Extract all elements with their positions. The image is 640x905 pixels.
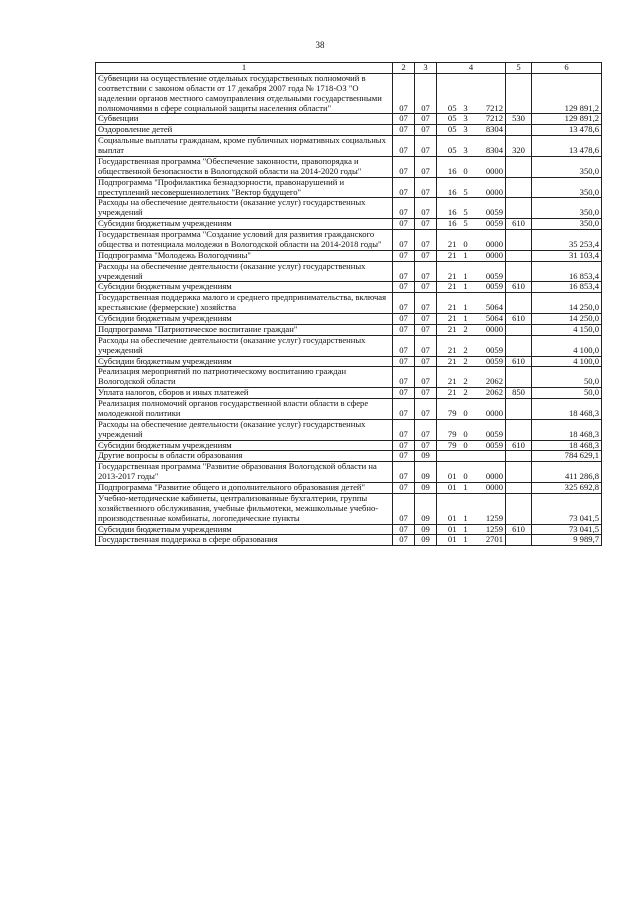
row-target-program: 79 bbox=[437, 399, 459, 420]
row-expense-type bbox=[506, 125, 532, 136]
row-name: Субсидии бюджетным учреждениям bbox=[96, 282, 393, 293]
row-section: 07 bbox=[393, 73, 415, 114]
row-subsection: 07 bbox=[415, 335, 437, 356]
row-target-subprogram: 3 bbox=[459, 136, 473, 157]
row-name: Социальные выплаты гражданам, кроме публичных нормативных социальных выплат bbox=[96, 136, 393, 157]
row-expense-type bbox=[506, 198, 532, 219]
table-row bbox=[96, 293, 602, 314]
row-subsection: 07 bbox=[415, 261, 437, 282]
row-expense-type bbox=[506, 324, 532, 335]
row-name: Подпрограмма "Патриотическое воспитание граждан" bbox=[96, 324, 393, 335]
row-target-subprogram: 1 bbox=[459, 261, 473, 282]
row-target-subprogram: 0 bbox=[459, 230, 473, 251]
row-name: Подпрограмма "Профилактика безнадзорности, правонарушений и преступлений несовершеннолетних "Вектор будущего" bbox=[96, 177, 393, 198]
row-target-direction: 5064 bbox=[473, 314, 506, 325]
table-row bbox=[96, 367, 602, 388]
table-row bbox=[96, 524, 602, 535]
row-target-direction: 8304 bbox=[473, 125, 506, 136]
row-section: 07 bbox=[393, 367, 415, 388]
row-target-program: 21 bbox=[437, 367, 459, 388]
row-subsection: 09 bbox=[415, 493, 437, 524]
row-name: Реализация полномочий органов государственной власти области в сфере молодежной политики bbox=[96, 399, 393, 420]
row-target-program: 79 bbox=[437, 419, 459, 440]
row-name: Субсидии бюджетным учреждениям bbox=[96, 314, 393, 325]
row-amount: 325 692,8 bbox=[532, 483, 602, 494]
row-target-subprogram: 5 bbox=[459, 219, 473, 230]
page-number: 38 bbox=[315, 40, 325, 50]
row-section: 07 bbox=[393, 293, 415, 314]
row-subsection: 07 bbox=[415, 114, 437, 125]
row-name: Государственная поддержка малого и среднего предпринимательства, включая крестьянские (фермерские) хозяйства bbox=[96, 293, 393, 314]
row-target-subprogram: 2 bbox=[459, 324, 473, 335]
row-expense-type bbox=[506, 483, 532, 494]
table-row bbox=[96, 493, 602, 524]
row-amount: 9 989,7 bbox=[532, 535, 602, 546]
row-expense-type bbox=[506, 230, 532, 251]
table-row bbox=[96, 535, 602, 546]
row-target-program: 01 bbox=[437, 493, 459, 524]
row-section: 07 bbox=[393, 535, 415, 546]
row-target-program: 21 bbox=[437, 356, 459, 367]
row-target-program: 21 bbox=[437, 261, 459, 282]
row-target-subprogram: 3 bbox=[459, 114, 473, 125]
row-section: 07 bbox=[393, 356, 415, 367]
row-subsection: 07 bbox=[415, 156, 437, 177]
table-row bbox=[96, 335, 602, 356]
row-target-direction: 0000 bbox=[473, 462, 506, 483]
row-target-program: 01 bbox=[437, 462, 459, 483]
row-target-direction: 0059 bbox=[473, 356, 506, 367]
row-target-program: 05 bbox=[437, 73, 459, 114]
row-subsection: 07 bbox=[415, 230, 437, 251]
row-name: Субсидии бюджетным учреждениям bbox=[96, 440, 393, 451]
row-expense-type: 320 bbox=[506, 136, 532, 157]
row-name: Субсидии бюджетным учреждениям bbox=[96, 219, 393, 230]
row-name: Учебно-методические кабинеты, централизованные бухгалтерии, группы хозяйственного обслуживания, учебные фильмотеки, межшкольные учебно-производственные комбинаты, логопедические пункты bbox=[96, 493, 393, 524]
row-target-subprogram bbox=[459, 451, 473, 462]
row-target-subprogram: 1 bbox=[459, 483, 473, 494]
row-expense-type: 530 bbox=[506, 114, 532, 125]
row-target-program: 79 bbox=[437, 440, 459, 451]
row-target-subprogram: 3 bbox=[459, 73, 473, 114]
table-row bbox=[96, 250, 602, 261]
row-section: 07 bbox=[393, 219, 415, 230]
row-section: 07 bbox=[393, 125, 415, 136]
table-row bbox=[96, 177, 602, 198]
row-target-direction: 7212 bbox=[473, 114, 506, 125]
row-name: Государственная программа "Развитие образования Вологодской области на 2013-2017 годы" bbox=[96, 462, 393, 483]
row-amount: 14 250,0 bbox=[532, 314, 602, 325]
row-name: Другие вопросы в области образования bbox=[96, 451, 393, 462]
row-target-subprogram: 0 bbox=[459, 419, 473, 440]
row-name: Государственная поддержка в сфере образования bbox=[96, 535, 393, 546]
row-amount: 350,0 bbox=[532, 198, 602, 219]
row-amount: 16 853,4 bbox=[532, 261, 602, 282]
row-amount: 18 468,3 bbox=[532, 440, 602, 451]
row-amount: 411 286,8 bbox=[532, 462, 602, 483]
row-section: 07 bbox=[393, 136, 415, 157]
row-name: Подпрограмма "Развитие общего и дополнительного образования детей" bbox=[96, 483, 393, 494]
row-target-program: 21 bbox=[437, 314, 459, 325]
row-amount: 129 891,2 bbox=[532, 73, 602, 114]
row-subsection: 07 bbox=[415, 388, 437, 399]
table-row bbox=[96, 314, 602, 325]
row-section: 07 bbox=[393, 314, 415, 325]
row-subsection: 07 bbox=[415, 356, 437, 367]
row-expense-type bbox=[506, 261, 532, 282]
row-name: Уплата налогов, сборов и иных платежей bbox=[96, 388, 393, 399]
row-target-program: 05 bbox=[437, 114, 459, 125]
row-amount: 50,0 bbox=[532, 367, 602, 388]
row-section: 07 bbox=[393, 493, 415, 524]
row-expense-type: 850 bbox=[506, 388, 532, 399]
row-subsection: 07 bbox=[415, 282, 437, 293]
row-target-direction: 5064 bbox=[473, 293, 506, 314]
table-row bbox=[96, 462, 602, 483]
row-expense-type bbox=[506, 493, 532, 524]
row-amount: 350,0 bbox=[532, 219, 602, 230]
row-target-direction: 1259 bbox=[473, 493, 506, 524]
row-target-program: 21 bbox=[437, 324, 459, 335]
row-subsection: 07 bbox=[415, 419, 437, 440]
row-target-direction: 0000 bbox=[473, 230, 506, 251]
row-target-program: 21 bbox=[437, 335, 459, 356]
row-target-subprogram: 1 bbox=[459, 524, 473, 535]
row-subsection: 07 bbox=[415, 125, 437, 136]
row-target-subprogram: 1 bbox=[459, 493, 473, 524]
table-row bbox=[96, 324, 602, 335]
row-subsection: 07 bbox=[415, 399, 437, 420]
row-section: 07 bbox=[393, 451, 415, 462]
row-target-subprogram: 2 bbox=[459, 335, 473, 356]
row-target-direction: 0059 bbox=[473, 419, 506, 440]
row-target-subprogram: 3 bbox=[459, 125, 473, 136]
row-expense-type bbox=[506, 399, 532, 420]
row-amount: 4 150,0 bbox=[532, 324, 602, 335]
row-subsection: 07 bbox=[415, 177, 437, 198]
row-subsection: 07 bbox=[415, 367, 437, 388]
row-target-program: 21 bbox=[437, 293, 459, 314]
row-target-program: 01 bbox=[437, 524, 459, 535]
header-col-4: 4 bbox=[437, 63, 506, 74]
table-row bbox=[96, 419, 602, 440]
row-section: 07 bbox=[393, 198, 415, 219]
row-expense-type bbox=[506, 156, 532, 177]
row-target-program bbox=[437, 451, 459, 462]
row-section: 07 bbox=[393, 156, 415, 177]
row-amount: 350,0 bbox=[532, 177, 602, 198]
row-name: Подпрограмма "Молодежь Вологодчины" bbox=[96, 250, 393, 261]
table-row bbox=[96, 219, 602, 230]
row-section: 07 bbox=[393, 114, 415, 125]
table-body bbox=[96, 73, 602, 545]
row-subsection: 07 bbox=[415, 440, 437, 451]
table-row bbox=[96, 156, 602, 177]
row-section: 07 bbox=[393, 324, 415, 335]
row-name: Реализация мероприятий по патриотическому воспитанию граждан Вологодской области bbox=[96, 367, 393, 388]
row-subsection: 07 bbox=[415, 324, 437, 335]
row-subsection: 09 bbox=[415, 535, 437, 546]
row-target-direction: 0059 bbox=[473, 440, 506, 451]
row-section: 07 bbox=[393, 419, 415, 440]
row-target-direction: 0059 bbox=[473, 198, 506, 219]
row-amount: 50,0 bbox=[532, 388, 602, 399]
row-target-direction: 0059 bbox=[473, 261, 506, 282]
header-col-6: 6 bbox=[532, 63, 602, 74]
header-col-1: 1 bbox=[96, 63, 393, 74]
row-target-subprogram: 0 bbox=[459, 156, 473, 177]
row-target-subprogram: 2 bbox=[459, 356, 473, 367]
row-target-subprogram: 0 bbox=[459, 440, 473, 451]
row-target-direction bbox=[473, 451, 506, 462]
row-section: 07 bbox=[393, 483, 415, 494]
table-row bbox=[96, 356, 602, 367]
row-amount: 35 253,4 bbox=[532, 230, 602, 251]
row-section: 07 bbox=[393, 230, 415, 251]
budget-table bbox=[95, 62, 602, 546]
table-row bbox=[96, 198, 602, 219]
row-name: Субсидии бюджетным учреждениям bbox=[96, 524, 393, 535]
row-amount: 784 629,1 bbox=[532, 451, 602, 462]
row-amount: 4 100,0 bbox=[532, 356, 602, 367]
row-target-direction: 0000 bbox=[473, 156, 506, 177]
row-target-program: 21 bbox=[437, 282, 459, 293]
row-subsection: 07 bbox=[415, 136, 437, 157]
row-expense-type bbox=[506, 335, 532, 356]
row-amount: 73 041,5 bbox=[532, 524, 602, 535]
row-name: Расходы на обеспечение деятельности (оказание услуг) государственных учреждений bbox=[96, 335, 393, 356]
row-section: 07 bbox=[393, 177, 415, 198]
row-expense-type bbox=[506, 419, 532, 440]
row-name: Субвенции на осуществление отдельных государственных полномочий в соответствии с законом области от 17 декабря 2007 года № 1718-ОЗ "О наделении органов местного самоуправления отдельными государственными полномочиями в сфере социальной защиты населения области" bbox=[96, 73, 393, 114]
row-name: Расходы на обеспечение деятельности (оказание услуг) государственных учреждений bbox=[96, 419, 393, 440]
row-expense-type bbox=[506, 535, 532, 546]
row-section: 07 bbox=[393, 282, 415, 293]
row-target-subprogram: 1 bbox=[459, 250, 473, 261]
row-target-subprogram: 1 bbox=[459, 293, 473, 314]
row-subsection: 07 bbox=[415, 198, 437, 219]
row-section: 07 bbox=[393, 250, 415, 261]
row-section: 07 bbox=[393, 440, 415, 451]
row-expense-type bbox=[506, 293, 532, 314]
row-subsection: 07 bbox=[415, 293, 437, 314]
table-header-row bbox=[96, 63, 602, 74]
row-name: Государственная программа "Обеспечение законности, правопорядка и общественной безопасности в Вологодской области на 2014-2020 годы" bbox=[96, 156, 393, 177]
row-target-program: 16 bbox=[437, 219, 459, 230]
row-name: Субвенции bbox=[96, 114, 393, 125]
row-expense-type bbox=[506, 451, 532, 462]
table-row bbox=[96, 399, 602, 420]
row-target-program: 21 bbox=[437, 250, 459, 261]
row-subsection: 09 bbox=[415, 462, 437, 483]
table-row bbox=[96, 388, 602, 399]
header-col-3: 3 bbox=[415, 63, 437, 74]
row-target-program: 01 bbox=[437, 483, 459, 494]
row-expense-type bbox=[506, 177, 532, 198]
row-section: 07 bbox=[393, 524, 415, 535]
row-target-program: 05 bbox=[437, 136, 459, 157]
row-subsection: 07 bbox=[415, 219, 437, 230]
header-col-2: 2 bbox=[393, 63, 415, 74]
table-row bbox=[96, 440, 602, 451]
row-amount: 350,0 bbox=[532, 156, 602, 177]
row-target-program: 01 bbox=[437, 535, 459, 546]
table-row bbox=[96, 261, 602, 282]
row-target-subprogram: 1 bbox=[459, 282, 473, 293]
row-name: Расходы на обеспечение деятельности (оказание услуг) государственных учреждений bbox=[96, 261, 393, 282]
header-col-5: 5 bbox=[506, 63, 532, 74]
row-target-subprogram: 1 bbox=[459, 314, 473, 325]
row-section: 07 bbox=[393, 335, 415, 356]
row-name: Расходы на обеспечение деятельности (оказание услуг) государственных учреждений bbox=[96, 198, 393, 219]
row-target-direction: 8304 bbox=[473, 136, 506, 157]
row-target-subprogram: 1 bbox=[459, 535, 473, 546]
row-amount: 18 468,3 bbox=[532, 399, 602, 420]
row-target-direction: 0000 bbox=[473, 177, 506, 198]
row-target-direction: 1259 bbox=[473, 524, 506, 535]
table-row bbox=[96, 451, 602, 462]
row-amount: 73 041,5 bbox=[532, 493, 602, 524]
row-target-direction: 0059 bbox=[473, 219, 506, 230]
table-row bbox=[96, 483, 602, 494]
row-target-program: 21 bbox=[437, 230, 459, 251]
row-subsection: 09 bbox=[415, 451, 437, 462]
row-target-direction: 7212 bbox=[473, 73, 506, 114]
row-name: Оздоровление детей bbox=[96, 125, 393, 136]
row-target-direction: 2062 bbox=[473, 367, 506, 388]
table-row bbox=[96, 73, 602, 114]
row-target-direction: 0000 bbox=[473, 324, 506, 335]
row-amount: 4 100,0 bbox=[532, 335, 602, 356]
row-target-program: 16 bbox=[437, 177, 459, 198]
row-amount: 16 853,4 bbox=[532, 282, 602, 293]
table-row bbox=[96, 282, 602, 293]
row-target-subprogram: 2 bbox=[459, 388, 473, 399]
row-target-program: 05 bbox=[437, 125, 459, 136]
row-target-direction: 0000 bbox=[473, 399, 506, 420]
table-row bbox=[96, 136, 602, 157]
row-expense-type bbox=[506, 250, 532, 261]
row-target-direction: 2062 bbox=[473, 388, 506, 399]
row-expense-type: 610 bbox=[506, 282, 532, 293]
row-amount: 13 478,6 bbox=[532, 136, 602, 157]
row-target-subprogram: 0 bbox=[459, 399, 473, 420]
row-target-direction: 0059 bbox=[473, 335, 506, 356]
row-target-direction: 2701 bbox=[473, 535, 506, 546]
row-amount: 31 103,4 bbox=[532, 250, 602, 261]
row-subsection: 09 bbox=[415, 483, 437, 494]
row-expense-type bbox=[506, 73, 532, 114]
row-section: 07 bbox=[393, 399, 415, 420]
row-target-subprogram: 5 bbox=[459, 198, 473, 219]
row-name: Субсидии бюджетным учреждениям bbox=[96, 356, 393, 367]
row-target-direction: 0000 bbox=[473, 250, 506, 261]
row-section: 07 bbox=[393, 261, 415, 282]
row-target-direction: 0059 bbox=[473, 282, 506, 293]
row-subsection: 07 bbox=[415, 73, 437, 114]
row-expense-type: 610 bbox=[506, 440, 532, 451]
row-amount: 13 478,6 bbox=[532, 125, 602, 136]
row-expense-type bbox=[506, 367, 532, 388]
row-section: 07 bbox=[393, 462, 415, 483]
row-section: 07 bbox=[393, 388, 415, 399]
row-target-direction: 0000 bbox=[473, 483, 506, 494]
table-row bbox=[96, 125, 602, 136]
row-expense-type bbox=[506, 462, 532, 483]
row-target-program: 16 bbox=[437, 156, 459, 177]
row-target-subprogram: 5 bbox=[459, 177, 473, 198]
row-subsection: 07 bbox=[415, 250, 437, 261]
row-expense-type: 610 bbox=[506, 314, 532, 325]
table-row bbox=[96, 230, 602, 251]
row-target-subprogram: 0 bbox=[459, 462, 473, 483]
row-amount: 129 891,2 bbox=[532, 114, 602, 125]
row-subsection: 07 bbox=[415, 314, 437, 325]
row-target-program: 21 bbox=[437, 388, 459, 399]
row-amount: 14 250,0 bbox=[532, 293, 602, 314]
table-row bbox=[96, 114, 602, 125]
row-expense-type: 610 bbox=[506, 524, 532, 535]
row-subsection: 09 bbox=[415, 524, 437, 535]
row-name: Государственная программа "Создание условий для развития гражданского общества и потенциала молодежи в Вологодской области на 2014-2018 годы" bbox=[96, 230, 393, 251]
row-expense-type: 610 bbox=[506, 219, 532, 230]
row-target-subprogram: 2 bbox=[459, 367, 473, 388]
row-expense-type: 610 bbox=[506, 356, 532, 367]
row-target-program: 16 bbox=[437, 198, 459, 219]
row-amount: 18 468,3 bbox=[532, 419, 602, 440]
